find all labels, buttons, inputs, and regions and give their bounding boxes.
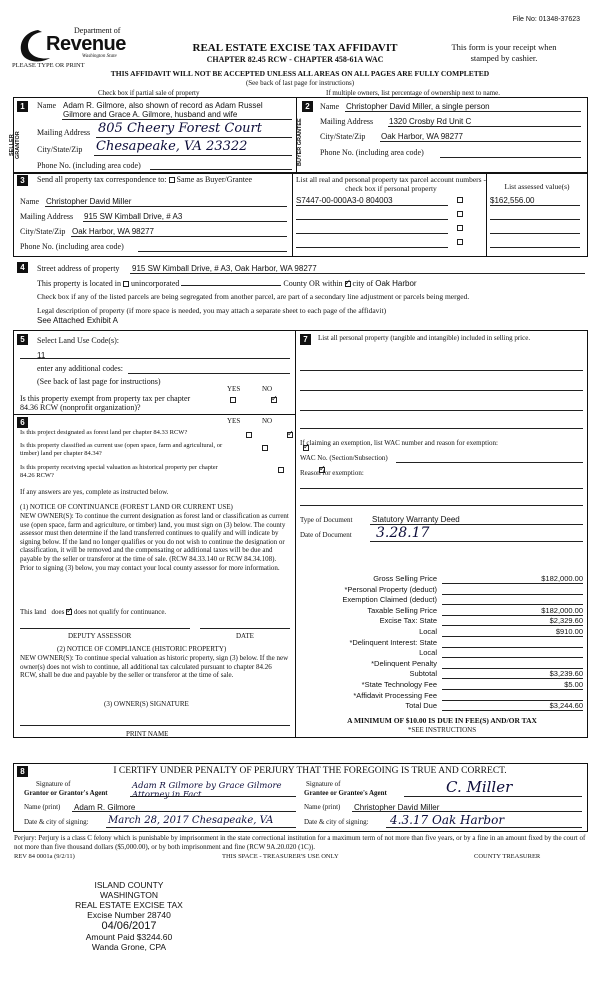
tax-row-label: Local (419, 648, 437, 658)
see-back: (See back of last page for instructions) (245, 79, 355, 87)
tax-row-label: *Delinquent Interest: State (349, 637, 437, 647)
s5-land-use-value: 11 (37, 351, 46, 360)
tax-row-value: $3,239.60 (442, 669, 583, 679)
grantor-date: March 28, 2017 Chesapeake, VA (108, 815, 274, 826)
owner-signature: (3) OWNER(S) SIGNATURE (104, 700, 189, 708)
forest-no-checkbox[interactable] (287, 432, 293, 438)
doc-type-label: Type of Document (300, 516, 353, 524)
tax-row (300, 648, 585, 659)
s6-q2: Is this property classified as current use (open space, farm and agricultural, or timber) land per chapter 84.34? (20, 442, 223, 457)
s4-legal: Legal description of property (if more space is needed, you may attach a separate sheet to each page of the affidavit) (37, 306, 387, 315)
logo-name: Revenue (46, 33, 126, 55)
tax-row-label: Total Due (405, 701, 437, 711)
minimum-due: A MINIMUM OF $10.00 IS DUE IN FEE(S) AND/OR TAX (347, 716, 537, 725)
parcels-header: List all real and personal property tax parcel account numbers - check box if personal property (296, 175, 486, 193)
logo-state: Washington State (82, 54, 117, 59)
tax-row-value (442, 659, 583, 669)
deputy-date: DATE (236, 632, 254, 640)
tax-row (300, 606, 585, 617)
forest-yes-checkbox[interactable] (246, 432, 252, 438)
tax-row (300, 574, 585, 585)
s1-mail-label: Mailing Address (37, 128, 91, 137)
stamp-line-6: Wanda Grone, CPA (91, 942, 167, 952)
s3-mail-label: Mailing Address (20, 212, 74, 221)
parcel-checkbox[interactable] (457, 211, 463, 217)
section-4-number: 4 (17, 262, 28, 273)
stamp-line-1: ISLAND COUNTY WASHINGTON (94, 880, 164, 900)
grantee-signature: C. Miller (446, 778, 513, 796)
tax-row-label: *Affidavit Processing Fee (353, 690, 437, 700)
tax-row-label: *State Technology Fee (361, 679, 437, 689)
s5-yes-header: YES (227, 385, 241, 393)
s6-yes-header: YES (227, 417, 241, 425)
form-chapter: CHAPTER 82.45 RCW - CHAPTER 458-61A WAC (206, 55, 384, 64)
s3-city-label: City/State/Zip (20, 227, 66, 236)
tax-row-value (442, 595, 583, 605)
s2-mail-label: Mailing Address (320, 117, 374, 126)
does-not-checkbox[interactable] (66, 609, 72, 615)
tax-row-label: *Personal Property (deduct) (344, 584, 437, 594)
grantor-date-label: Date & city of signing: (24, 818, 89, 826)
parcel-number: S7447-00-000A3-0 804003 (296, 196, 393, 205)
s4-county-text: County OR within (283, 279, 343, 288)
s4-location (37, 279, 417, 288)
stamp-line-4: 04/06/2017 (101, 920, 157, 932)
tax-row (300, 659, 585, 670)
s3-send-label (37, 175, 252, 184)
section-7-number: 7 (300, 334, 311, 345)
s7-exemption: If claiming an exemption, list WAC number and reason for exemption: (300, 439, 498, 447)
grantor-name-label: Name (print) (24, 803, 61, 811)
parcel-checkboxes (457, 197, 463, 245)
tax-row (300, 595, 585, 606)
s4-legal-value: See Attached Exhibit A (37, 316, 118, 325)
tax-row (300, 638, 585, 649)
s7-wac: WAC No. (Section/Subsection) (300, 454, 388, 462)
sig-grantee-label-2: Grantee or Grantee's Agent (304, 789, 387, 797)
tax-row-value: $2,329.60 (442, 616, 583, 626)
s7-personal-prop: List all personal property (tangible and intangible) included in selling price. (318, 334, 531, 342)
grantee-date-label: Date & city of signing: (304, 818, 369, 826)
revenue-logo (16, 26, 126, 64)
s6-notice2-body: NEW OWNER(S): To continue special valuation as historic property, sign (3) below. If the new owner(s) does not wish to continue, all additional tax calculated pursuant to chapter 84.26 RCW, shall be due and payable by the seller or transferor at the time of sale. (20, 654, 289, 680)
sig-grantor-label-2: Grantor or Grantor's Agent (24, 789, 108, 797)
s6-this-land (20, 608, 166, 616)
historic-yes-checkbox[interactable] (278, 467, 284, 473)
perjury-notice: Perjury: Perjury is a class C felony which is punishable by imprisonment in the state correctional institution for a maximum term of not more than five years, or by a fine in an amount fixed by the court of not more than five thousand dollars ($5,000.00), or by both imprisonment and fine (RCW 9A.20.020 (1C)). (14, 834, 586, 851)
see-instructions: *SEE INSTRUCTIONS (407, 726, 477, 734)
unincorporated-checkbox[interactable] (123, 281, 129, 287)
s6-notice1-title: (1) NOTICE OF CONTINUANCE (FOREST LAND OR CURRENT USE) (20, 503, 233, 511)
s1-name-value: Adam R. Gilmore, also shown of record as Adam Russel (63, 101, 263, 110)
s4-street-label: Street address of property (37, 264, 120, 273)
s4-segregated-text: Check box if any of the listed parcels are being segregated from another parcel, are part of a secondary line adjustment or parcels being merged. (37, 292, 470, 301)
sig-grantor-label-1: Signature of (36, 780, 71, 788)
parcel-value: $162,556.00 (490, 196, 535, 205)
s2-phone-label: Phone No. (including area code) (320, 148, 424, 157)
s4-location-text: This property is located in (37, 279, 121, 288)
file-number: File No: 01348-37623 (512, 16, 580, 23)
doc-type-value: Statutory Warranty Deed (372, 515, 460, 524)
s1-mail-value: 805 Cheery Forest Court (98, 121, 262, 136)
s6-qualify: qualify for continuance. (99, 608, 167, 616)
s4-segregated (37, 292, 469, 301)
grantee-name-label: Name (print) (304, 803, 341, 811)
form-title: REAL ESTATE EXCISE TAX AFFIDAVIT (192, 42, 398, 54)
s4-city-text: city of (352, 279, 374, 288)
s2-city-label: City/State/Zip (320, 132, 366, 141)
stamp-line-3: Excise Number 28740 (87, 910, 171, 920)
s3-phone-label: Phone No. (including area code) (20, 242, 124, 251)
print-name: PRINT NAME (126, 730, 169, 738)
certify: I CERTIFY UNDER PENALTY OF PERJURY THAT THE FOREGOING IS TRUE AND CORRECT. (113, 766, 507, 776)
section-6-number: 6 (17, 417, 28, 428)
grantor-signature: Adam R Gilmore by Grace Gilmore Attorney in Fact (132, 781, 282, 800)
tax-row-label: Gross Selling Price (373, 574, 437, 583)
s6-does: does (51, 608, 65, 616)
tax-row-value (442, 638, 583, 648)
tax-row-label: Subtotal (409, 669, 437, 679)
tax-row (300, 627, 585, 638)
receipt-note: This form is your receipt when stamped by cashier. (451, 42, 557, 63)
tax-row-value: $910.00 (442, 627, 583, 637)
tax-row (300, 701, 585, 712)
within-city-checkbox[interactable] (345, 281, 351, 287)
tax-row-label: *Delinquent Penalty (371, 658, 437, 668)
section-8-number: 8 (17, 766, 28, 777)
buyer-grantee-label: BUYER GRANTEE (297, 118, 303, 166)
warning: THIS AFFIDAVIT WILL NOT BE ACCEPTED UNLESS ALL AREAS ON ALL PAGES ARE FULLY COMPLETED (110, 69, 490, 78)
s1-name-value-2: Gilmore and Grace A. Gilmore, husband and wife (63, 110, 238, 119)
s1-name-label: Name (37, 101, 57, 110)
parcel-checkbox[interactable] (457, 197, 463, 203)
assessed-value-header: List assessed value(s) (504, 182, 570, 191)
section-2-number: 2 (302, 101, 313, 112)
s3-send-text: Send all property tax correspondence to: (37, 175, 167, 184)
s3-city-value: Oak Harbor, WA 98277 (72, 227, 154, 236)
tax-row (300, 616, 585, 627)
tax-row-value: $182,000.00 (442, 606, 583, 616)
tax-row-label: Local (419, 626, 437, 636)
section-5-number: 5 (17, 334, 28, 345)
tax-row-label: Exemption Claimed (deduct) (342, 595, 437, 605)
s6-q1: Is this project designated as forest land per chapter 84.33 RCW? (20, 429, 188, 436)
s1-city-label: City/State/Zip (37, 145, 83, 154)
partial-sale-label (98, 89, 199, 97)
treasurer-stamp (70, 880, 188, 952)
treasurer-space: THIS SPACE - TREASURER'S USE ONLY (222, 853, 339, 860)
s5-land-use-label: Select Land Use Code(s): (37, 336, 119, 345)
tax-row-value (442, 648, 583, 658)
tax-row-value: $3,244.60 (442, 701, 583, 711)
s3-name-label: Name (20, 197, 40, 206)
s6-notice2-title: (2) NOTICE OF COMPLIANCE (HISTORIC PROPERTY) (57, 645, 227, 653)
s5-additional: enter any additional codes: (37, 364, 123, 373)
s1-phone-label: Phone No. (including area code) (37, 161, 141, 170)
s6-q3: Is this property receiving special valuation as historical property per chapter 84.26 RCW? (20, 464, 218, 479)
county-treasurer: COUNTY TREASURER (474, 853, 541, 860)
partial-sale-text: Check box if partial sale of property (98, 89, 200, 97)
s6-notice1-body: NEW OWNER(S): To continue the current designation as forest land or classification as current use (open space, farm and agriculture, or timber) land, you must sign on (3) below. The county assessor must then determine if the land transferred continues to qualify and will indicate by signing below. If the land no longer qualifies or you do not wish to continue the designation or classification, it will be removed and the compensating or additional taxes will be due and payable by the seller or transferor at the time of sale. (RCW 84.33.140 or RCW 84.34.108). Prior to signing (3) below, you may contact your local county assessor for more information. (20, 512, 289, 572)
s3-name-value: Christopher David Miller (46, 197, 132, 206)
section-3-number: 3 (17, 175, 28, 186)
doc-date-value: 3.28.17 (376, 525, 430, 541)
same-as-buyer-checkbox[interactable] (169, 177, 175, 183)
parcel-checkbox[interactable] (457, 239, 463, 245)
seller-grantor-label: SELLER GRANTOR (9, 131, 21, 159)
form-rev: REV 84 0001a (9/2/11) (14, 853, 75, 860)
deputy-assessor: DEPUTY ASSESSOR (68, 632, 132, 640)
doc-date-label: Date of Document (300, 531, 352, 539)
stamp-line-5: Amount Paid $3244.60 (85, 932, 173, 942)
s3-mail-value: 915 SW Kimball Drive, # A3 (84, 212, 183, 221)
tax-row-label: Taxable Selling Price (367, 605, 437, 615)
section-1-number: 1 (17, 101, 28, 112)
s4-unincorporated: unincorporated (130, 279, 180, 288)
logo-dept: Department of (74, 26, 121, 35)
s6-does-not: does not (73, 608, 98, 616)
s4-city-value: Oak Harbor (375, 279, 417, 288)
tax-row-label: Excise Tax: State (379, 616, 437, 626)
tax-row-value: $5.00 (442, 680, 583, 690)
tax-table (300, 574, 585, 712)
same-as-buyer-label: Same as Buyer/Grantee (176, 175, 253, 184)
parcel-checkbox[interactable] (457, 225, 463, 231)
tax-row (300, 669, 585, 680)
s6-if-yes: If any answers are yes, complete as instructed below. (20, 488, 169, 496)
grantee-date: 4.3.17 Oak Harbor (390, 813, 505, 827)
s7-reason: Reason for exemption: (300, 469, 364, 477)
s6-no-header: NO (262, 417, 273, 425)
s1-city-value: Chesapeake, VA 23322 (96, 139, 248, 154)
s5-see-back: (See back of last page for instructions) (37, 377, 161, 386)
tax-row (300, 691, 585, 702)
tax-row (300, 585, 585, 596)
tax-row-value (442, 691, 583, 701)
s4-street-value: 915 SW Kimball Drive, # A3, Oak Harbor, WA 98277 (132, 264, 317, 273)
s2-name-label: Name (320, 102, 340, 111)
s2-city-value: Oak Harbor, WA 98277 (381, 132, 463, 141)
s6-this-land-text: This land (20, 608, 47, 616)
sig-grantee-label-1: Signature of (306, 780, 341, 788)
grantor-name: Adam R. Gilmore (74, 803, 136, 812)
s2-name-value: Christopher David Miller, a single person (346, 102, 490, 111)
tax-row (300, 680, 585, 691)
grantee-name: Christopher David Miller (354, 803, 440, 812)
s5-exempt-q: Is this property exempt from property tax per chapter 84.36 RCW (nonprofit organization)? (20, 394, 191, 412)
current-use-yes-checkbox[interactable] (262, 445, 268, 451)
multiple-owners: If multiple owners, list percentage of ownership next to name. (326, 89, 500, 97)
please-type: PLEASE TYPE OR PRINT (12, 62, 85, 69)
tax-row-value: $182,000.00 (442, 574, 583, 584)
stamp-line-2: REAL ESTATE EXCISE TAX (75, 900, 183, 910)
tax-row-value (442, 585, 583, 595)
s2-mail-value: 1320 Crosby Rd Unit C (389, 117, 472, 126)
exempt-no-checkbox[interactable] (271, 397, 277, 403)
exempt-yes-checkbox[interactable] (230, 397, 236, 403)
s5-no-header: NO (262, 385, 273, 393)
